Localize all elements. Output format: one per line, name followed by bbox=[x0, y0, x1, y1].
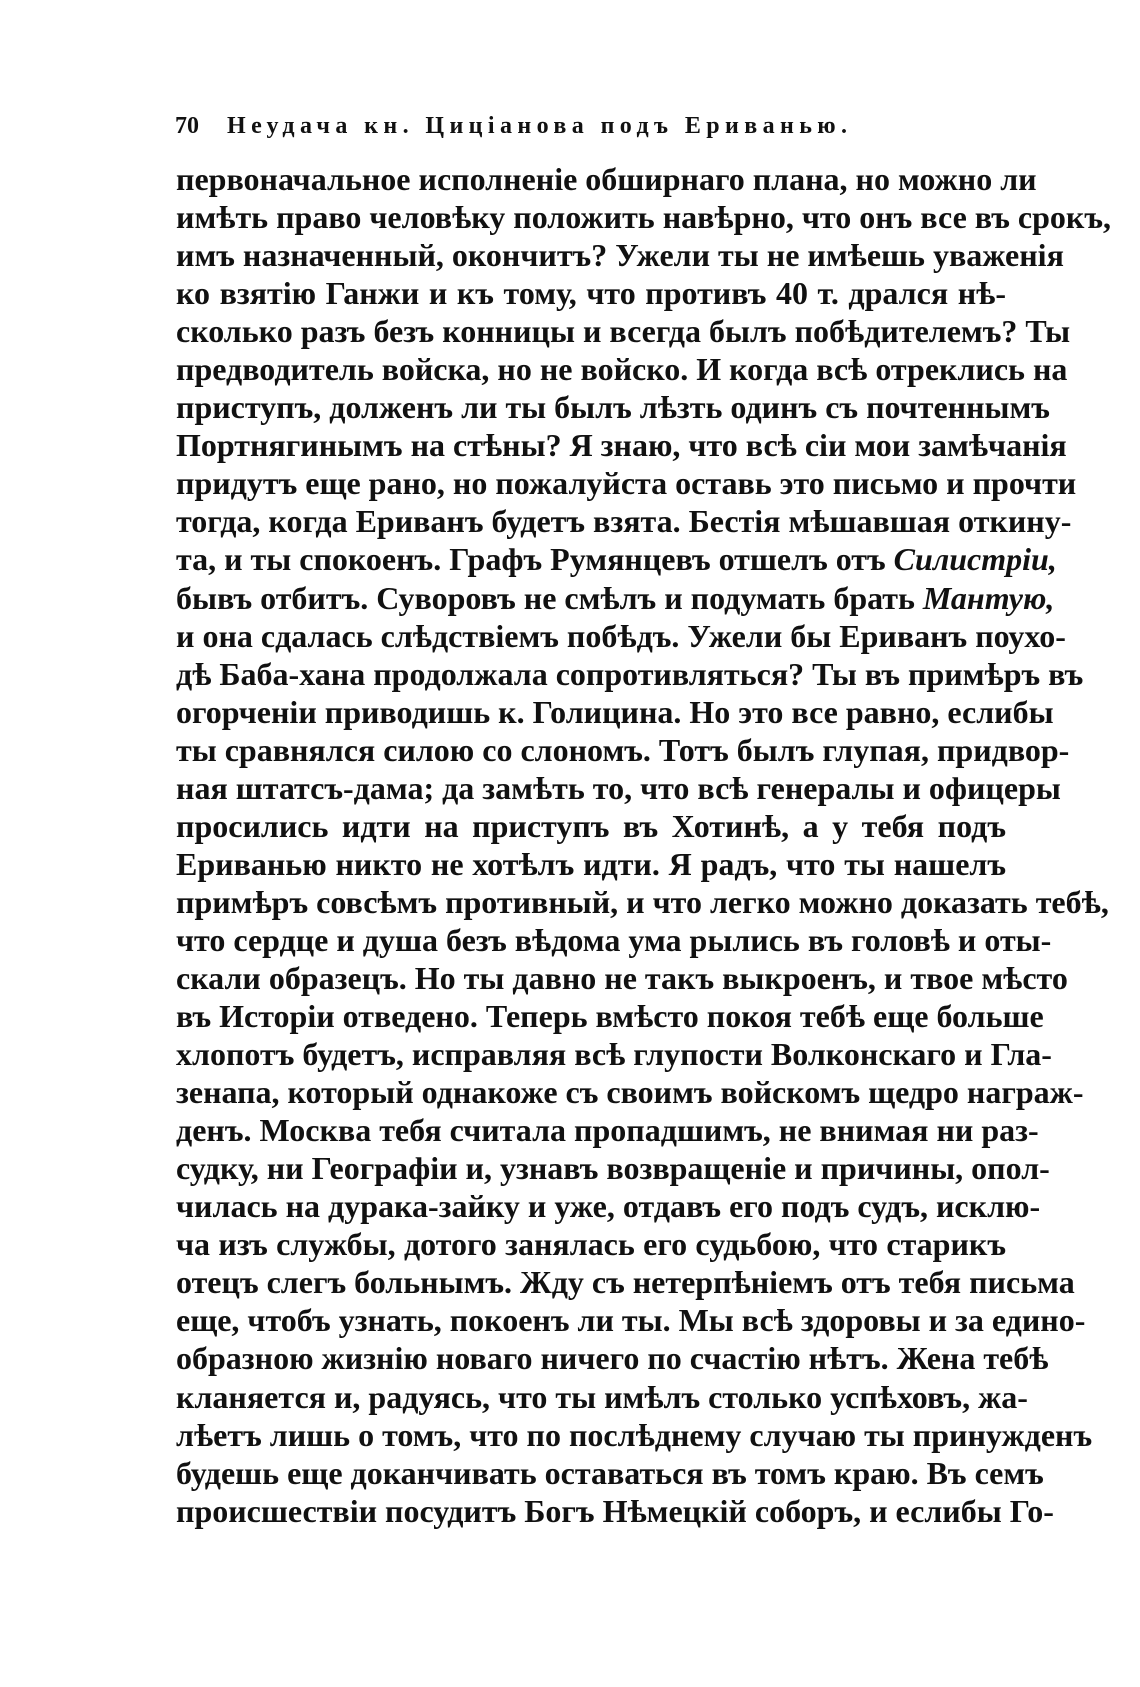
text-line: еще, чтобъ узнать, покоенъ ли ты. Мы всѣ здоровы и за едино- bbox=[176, 1302, 1086, 1339]
text-line: образною жизнію новаго ничего по счастію нѣтъ. Жена тебѣ bbox=[176, 1340, 1049, 1377]
text-line: придутъ еще рано, но пожалуйста оставь это письмо и прочти bbox=[176, 465, 1077, 502]
text-line: кланяется и, радуясь, что ты имѣлъ столько успѣховъ, жа- bbox=[176, 1378, 1028, 1415]
text-line: тогда, когда Ериванъ будетъ взята. Бестія мѣшавшая откину- bbox=[176, 503, 1072, 540]
text-line: имѣть право человѣку положить навѣрно, что онъ все въ срокъ, bbox=[176, 199, 1111, 236]
running-title: Неудача кн. Циціанова подъ Ериванью. bbox=[227, 113, 853, 139]
text-line: происшествіи посудитъ Богъ Нѣмецкій соборъ, и еслибы Го- bbox=[176, 1492, 1054, 1529]
text-line: ча изъ службы, дотого занялась его судьбою, что старикъ bbox=[176, 1226, 1006, 1263]
body-text bbox=[176, 160, 1111, 1530]
text-line: первоначальное исполненіе обширнаго плана, но можно ли bbox=[176, 161, 1037, 197]
text-line: дѣ Баба-хана продолжала сопротивляться? Ты въ примѣръ въ bbox=[176, 655, 1084, 692]
text-line: Портнягинымъ на стѣны? Я знаю, что всѣ сіи мои замѣчанія bbox=[176, 427, 1067, 464]
text-line: будешь еще доканчивать оставаться въ томъ краю. Въ семъ bbox=[176, 1454, 1044, 1491]
text-line: предводитель войска, но не войско. И когда всѣ отреклись на bbox=[176, 351, 1068, 388]
text-line: просились идти на приступъ въ Хотинѣ, а у тебя подъ bbox=[176, 807, 1006, 844]
text-line: и она сдалась слѣдствіемъ побѣдъ. Ужели бы Ериванъ поухо- bbox=[176, 617, 1066, 654]
text-line: скали образецъ. Но ты давно не такъ выкроенъ, и твое мѣсто bbox=[176, 959, 1068, 996]
text-line: что сердце и душа безъ вѣдома ума рылись въ головѣ и оты- bbox=[176, 921, 1052, 958]
text-line: зенапа, который однакоже съ своимъ войскомъ щедро награж- bbox=[176, 1074, 1084, 1111]
text-line: лѣетъ лишь о томъ, что по послѣднему случаю ты принужденъ bbox=[176, 1416, 1093, 1453]
text-line bbox=[176, 540, 1057, 578]
running-head bbox=[175, 108, 925, 144]
text-line bbox=[176, 579, 1055, 617]
text-line: ко взятію Ганжи и къ тому, что противъ 40 т. дрался нѣ- bbox=[176, 275, 1006, 312]
text-line: отецъ слегъ больнымъ. Жду съ нетерпѣніемъ отъ тебя письма bbox=[176, 1264, 1075, 1301]
text-line: чилась на дурака-зайку и уже, отдавъ его подъ судъ, исклю- bbox=[176, 1188, 1041, 1225]
text-segment: бывъ отбитъ. Суворовъ не смѣлъ и подумать брать bbox=[176, 579, 923, 616]
italic-place-name: Силистріи, bbox=[893, 541, 1057, 578]
text-line: огорченіи приводишь к. Голицина. Но это все равно, еслибы bbox=[176, 693, 1054, 730]
text-line: хлопотъ будетъ, исправляя всѣ глупости Волконскаго и Гла- bbox=[176, 1036, 1052, 1073]
text-line: ная штатсъ-дама; да замѣть то, что всѣ генералы и офицеры bbox=[176, 769, 1061, 806]
text-line: сколько разъ безъ конницы и всегда былъ побѣдителемъ? Ты bbox=[176, 313, 1071, 350]
text-line: денъ. Москва тебя считала пропадшимъ, не внимая ни раз- bbox=[176, 1112, 1039, 1149]
text-line: примѣръ совсѣмъ противный, и что легко можно доказать тебѣ, bbox=[176, 883, 1109, 920]
text-segment: та, и ты спокоенъ. Графъ Румянцевъ отшелъ отъ bbox=[176, 541, 894, 578]
text-line: въ Исторіи отведено. Теперь вмѣсто покоя тебѣ еще больше bbox=[176, 998, 1044, 1035]
italic-place-name: Мантую, bbox=[922, 579, 1055, 616]
text-line: имъ назначенный, окончитъ? Ужели ты не имѣешь уваженія bbox=[176, 237, 1064, 274]
text-line: Ериванью никто не хотѣлъ идти. Я радъ, что ты нашелъ bbox=[176, 845, 1006, 882]
page-number: 70 bbox=[175, 113, 199, 139]
text-line: приступъ, долженъ ли ты былъ лѣзть одинъ съ почтеннымъ bbox=[176, 389, 1050, 426]
text-line: ты сравнялся силою со слономъ. Тотъ былъ глупая, придвор- bbox=[176, 731, 1070, 768]
text-line: судку, ни Географіи и, узнавъ возвращеніе и причины, опол- bbox=[176, 1150, 1050, 1187]
